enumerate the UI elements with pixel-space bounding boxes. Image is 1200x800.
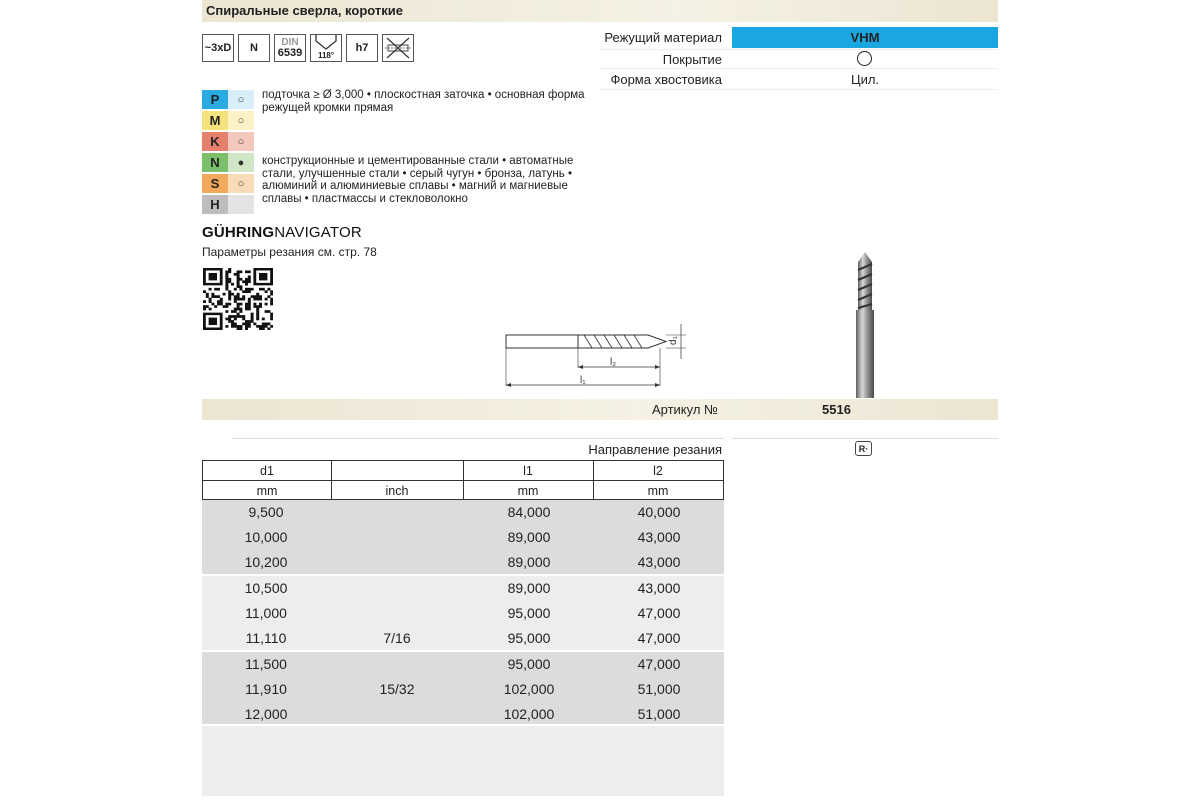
norm-symbol: N [238, 34, 270, 62]
divider [600, 89, 998, 90]
cell-d1: 9,500 [248, 504, 284, 520]
cell-l1: 95,000 [507, 656, 551, 672]
table-row [202, 677, 724, 702]
iso-group-s: S [202, 174, 228, 193]
cell-l1: 95,000 [507, 630, 551, 646]
header-d1: d1 [260, 463, 274, 478]
l1-label: l₁ [580, 375, 586, 386]
header-inch-group [331, 461, 463, 480]
l2-label: l₂ [610, 357, 617, 368]
article-number: 5516 [822, 402, 851, 417]
right-hand-cut-icon: R · [855, 441, 872, 456]
table-row [202, 601, 724, 626]
cell-l2: 43,000 [637, 554, 681, 570]
header-l2: l2 [653, 463, 663, 478]
coating-label: Покрытие [662, 52, 722, 67]
cell-l2: 47,000 [637, 656, 681, 672]
table-header [202, 460, 724, 500]
divider [600, 49, 998, 50]
cell-inch: 7/16 [383, 630, 411, 646]
cell-d1: 11,910 [245, 681, 287, 697]
cell-l1: 84,000 [507, 504, 551, 520]
table-group-2 [202, 576, 724, 650]
unit-inch: inch [385, 483, 409, 498]
cell-d1: 10,000 [244, 529, 288, 545]
ratio-symbol: ~3xD [202, 34, 234, 62]
brand-name: GÜHRING [202, 224, 275, 241]
cell-l1: 89,000 [507, 554, 551, 570]
unit-d1: mm [256, 483, 278, 498]
table-row [202, 500, 724, 525]
cell-d1: 10,200 [244, 554, 288, 570]
article-label: Артикул № [651, 402, 718, 417]
iso-group-p: P [202, 90, 228, 109]
cell-l2: 43,000 [637, 529, 681, 545]
iso-suitability-m: ○ [228, 111, 254, 130]
materials-description: конструкционные и цементированные стали • автоматные стали, улучшенные стали • серый чугун • бронза, латунь • алюминий и алюминиевые сплавы • магний и магниевые сплавы • пластмассы и стекловолокно [262, 155, 574, 205]
divider [600, 68, 998, 69]
divider [732, 438, 998, 439]
cell-l2: 47,000 [637, 605, 681, 621]
no-coolant-symbol [382, 34, 414, 62]
cell-d1: 10,500 [244, 580, 288, 596]
cell-l2: 43,000 [637, 580, 681, 596]
cell-d1: 11,500 [245, 656, 287, 672]
iso-group-m: M [202, 111, 228, 130]
cell-l1: 102,000 [503, 681, 555, 697]
table-row [202, 576, 724, 601]
point-angle-symbol [310, 34, 342, 62]
table-group-1 [202, 500, 724, 574]
d1-label: d₁ [668, 336, 679, 345]
guhring-navigator-logo [202, 224, 362, 241]
cell-d1: 11,110 [245, 630, 287, 646]
cutting-material-value: VHM [732, 27, 998, 48]
table-row [202, 525, 724, 550]
divider [232, 438, 724, 439]
cutting-material-label: Режущий материал [604, 30, 722, 45]
brand-suffix: NAVIGATOR [274, 224, 362, 241]
cell-l1: 89,000 [507, 580, 551, 596]
point-angle-label: 118° [317, 51, 335, 60]
cell-l1: 102,000 [503, 706, 555, 722]
cell-d1: 12,000 [244, 706, 288, 722]
iso-suitability-k: ○ [228, 132, 254, 151]
cutting-params-note: Параметры резания см. стр. 78 [202, 245, 377, 259]
no-coolant-icon [384, 36, 412, 60]
cell-d1: 11,000 [245, 605, 287, 621]
tolerance-symbol: h7 [346, 34, 378, 62]
table-row [202, 702, 724, 727]
din-label: DIN [281, 37, 299, 48]
cell-l2: 40,000 [637, 504, 681, 520]
unit-l1: mm [517, 483, 539, 498]
uncoated-circle-icon [857, 51, 872, 66]
table-row [202, 652, 724, 677]
iso-suitability-s: ○ [228, 174, 254, 193]
shank-form-label: Форма хвостовика [610, 72, 722, 87]
point-angle-icon [313, 35, 339, 51]
qr-code[interactable] [203, 268, 273, 330]
cell-l1: 95,000 [507, 605, 551, 621]
iso-suitability-h [228, 195, 254, 214]
iso-group-k: K [202, 132, 228, 151]
table-group-3 [202, 652, 724, 724]
iso-group-h: H [202, 195, 228, 214]
geometry-description: подточка ≥ Ø 3,000 • плоскостная заточка • основная форма режущей кромки прямая [262, 89, 585, 114]
cell-l2: 51,000 [637, 681, 681, 697]
table-row [202, 626, 724, 651]
iso-group-n: N [202, 153, 228, 172]
unit-l2: mm [647, 483, 669, 498]
page-title: Спиральные сверла, короткие [206, 3, 403, 18]
cell-inch: 15/32 [379, 681, 415, 697]
table-group-empty [202, 726, 724, 796]
drill-technical-drawing [498, 318, 693, 392]
drill-photo [845, 250, 885, 400]
cell-l1: 89,000 [507, 529, 551, 545]
din-number: 6539 [277, 47, 303, 59]
iso-suitability-n: ● [228, 153, 254, 172]
iso-suitability-p: ○ [228, 90, 254, 109]
table-row [202, 550, 724, 575]
cell-l2: 51,000 [637, 706, 681, 722]
header-l1: l1 [523, 463, 533, 478]
cutting-direction-label: Направление резания [588, 442, 722, 457]
din-symbol [274, 34, 306, 62]
cell-l2: 47,000 [637, 630, 681, 646]
shank-form-value: Цил. [850, 72, 880, 87]
